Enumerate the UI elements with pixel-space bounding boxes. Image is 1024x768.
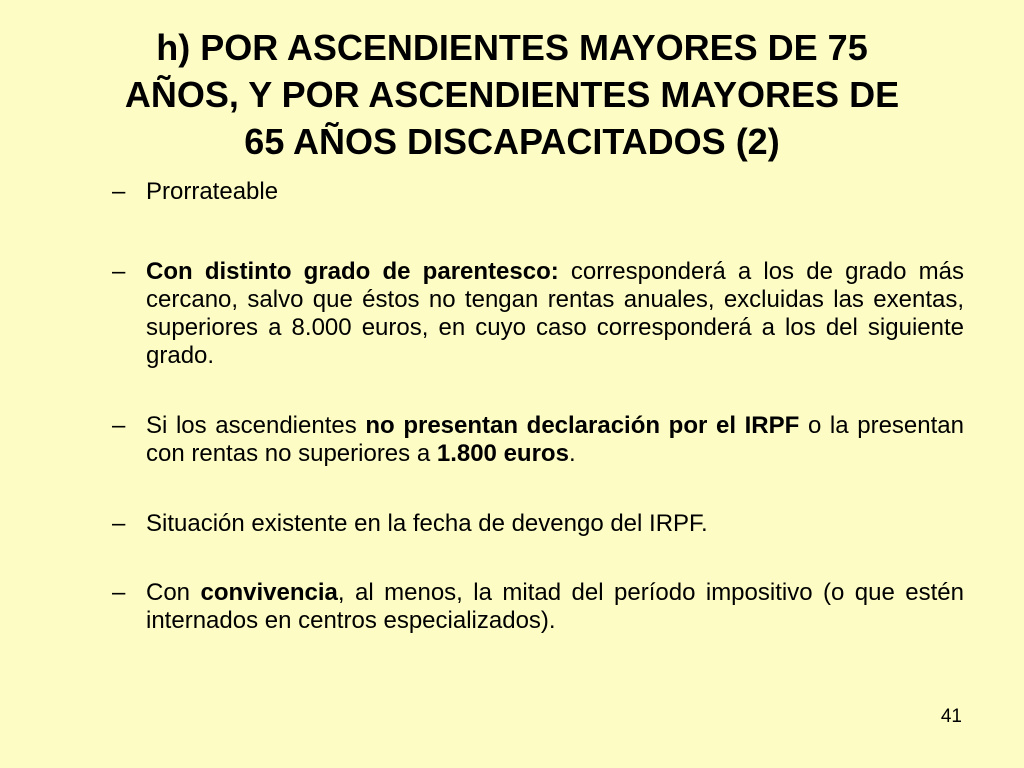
bullet-text: Prorrateable <box>146 178 279 205</box>
slide-title <box>60 24 964 165</box>
bullet-text: corresponderá a los de grado más cercano, salvo que éstos no tengan rentas anuales, excluidas las exentas, superiores a 8.000 euros, en cuyo caso corresponderá a los del siguiente grado. <box>146 258 964 369</box>
bullet-item-convivencia <box>112 579 964 635</box>
dash-bullet-icon: – <box>112 510 126 537</box>
bullet-bold-amount: 1.800 euros <box>436 440 569 467</box>
bullet-bold-lead: Con distinto grado de parentesco: <box>146 258 559 285</box>
title-line-1: h) POR ASCENDIENTES MAYORES DE 75 <box>156 27 868 68</box>
bullet-text: Si los ascendientes <box>146 412 366 439</box>
page-number: 41 <box>940 706 962 727</box>
title-line-3: 65 AÑOS DISCAPACITADOS (2) <box>244 121 780 162</box>
dash-bullet-icon: – <box>112 412 126 439</box>
bullet-text: Con <box>146 579 201 606</box>
bullet-item-parentesco <box>112 258 964 370</box>
bullet-item-situacion <box>112 510 964 538</box>
bullet-item-prorrateable <box>112 178 964 206</box>
dash-bullet-icon: – <box>112 579 126 606</box>
bullet-text: Situación existente en la fecha de devengo del IRPF. <box>146 510 708 537</box>
bullet-list <box>112 178 964 635</box>
bullet-item-declaracion <box>112 412 964 468</box>
bullet-text: , al menos, la mitad del período impositivo (o que estén internados en centros especializados). <box>146 579 964 634</box>
bullet-bold-text: convivencia <box>200 579 338 606</box>
bullet-bold-text: no presentan declaración por el IRPF <box>365 412 800 439</box>
title-line-2: AÑOS, Y POR ASCENDIENTES MAYORES DE <box>124 74 900 115</box>
bullet-text: . <box>568 440 576 467</box>
dash-bullet-icon: – <box>112 178 126 205</box>
dash-bullet-icon: – <box>112 258 126 285</box>
bullet-text: o la presentan con rentas no superiores a <box>146 412 964 467</box>
